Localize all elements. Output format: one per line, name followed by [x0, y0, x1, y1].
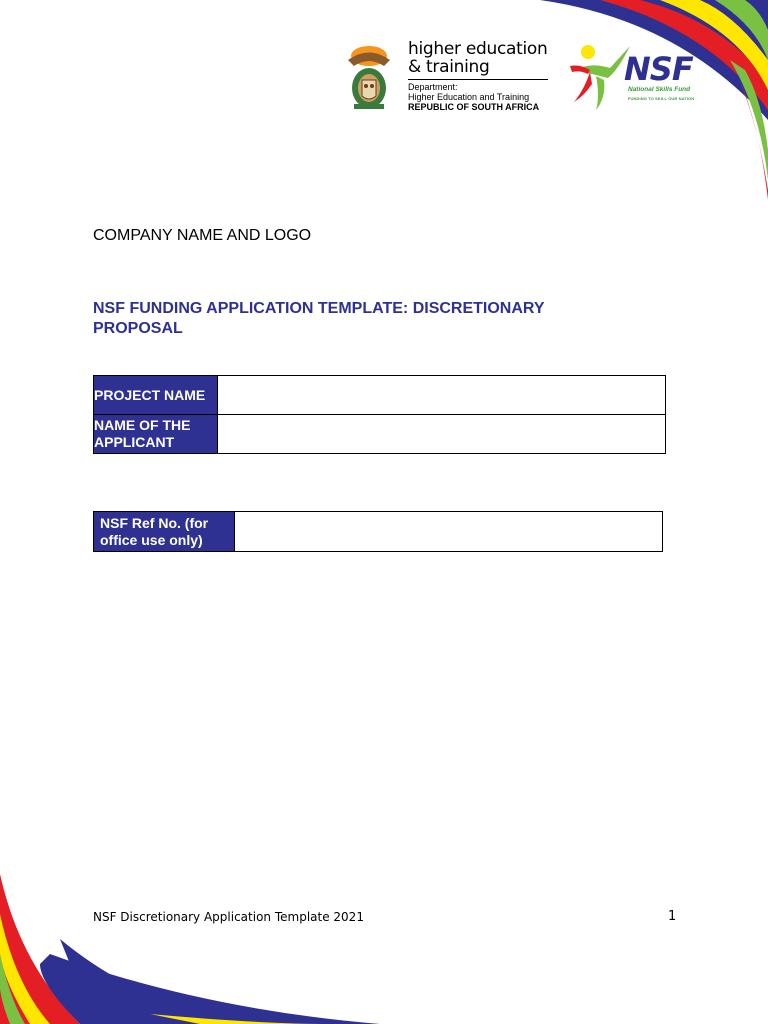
dhet-text-block: [408, 40, 548, 112]
project-name-label: PROJECT NAME: [94, 376, 218, 415]
table-row: [94, 415, 666, 454]
ref-number-table: [93, 511, 663, 552]
dhet-department-label: Department:: [408, 82, 458, 92]
applicant-name-label: NAME OF THE APPLICANT: [94, 415, 218, 454]
company-name-placeholder: COMPANY NAME AND LOGO: [93, 227, 312, 244]
dhet-country: REPUBLIC OF SOUTH AFRICA: [408, 102, 540, 112]
project-info-table: [93, 375, 666, 454]
footer-text: NSF Discretionary Application Template 2021: [93, 910, 364, 924]
dhet-logo: [340, 40, 548, 112]
dhet-title: higher education & training: [408, 39, 548, 77]
ref-number-label: NSF Ref No. (for office use only): [94, 512, 235, 552]
nsf-wordmark: NSF: [624, 50, 693, 88]
document-title: NSF FUNDING APPLICATION TEMPLATE: DISCRETIONARY PROPOSAL: [93, 300, 545, 337]
bottom-swoosh-decoration: [0, 824, 768, 1024]
nsf-full-name: National Skills Fund: [628, 86, 691, 93]
dhet-divider: [408, 79, 548, 80]
ref-number-field[interactable]: [235, 512, 663, 552]
project-name-field[interactable]: [218, 376, 666, 415]
page-number: 1: [668, 909, 677, 924]
applicant-name-field[interactable]: [218, 415, 666, 454]
table-row: [94, 512, 663, 552]
coat-of-arms-icon: [340, 40, 398, 112]
nsf-person-figure-icon: [570, 40, 632, 112]
dhet-department-name: Higher Education and Training: [408, 92, 530, 102]
table-row: [94, 376, 666, 415]
nsf-logo: [570, 40, 710, 115]
nsf-tagline: FUNDING TO SKILL OUR NATION: [628, 96, 695, 101]
